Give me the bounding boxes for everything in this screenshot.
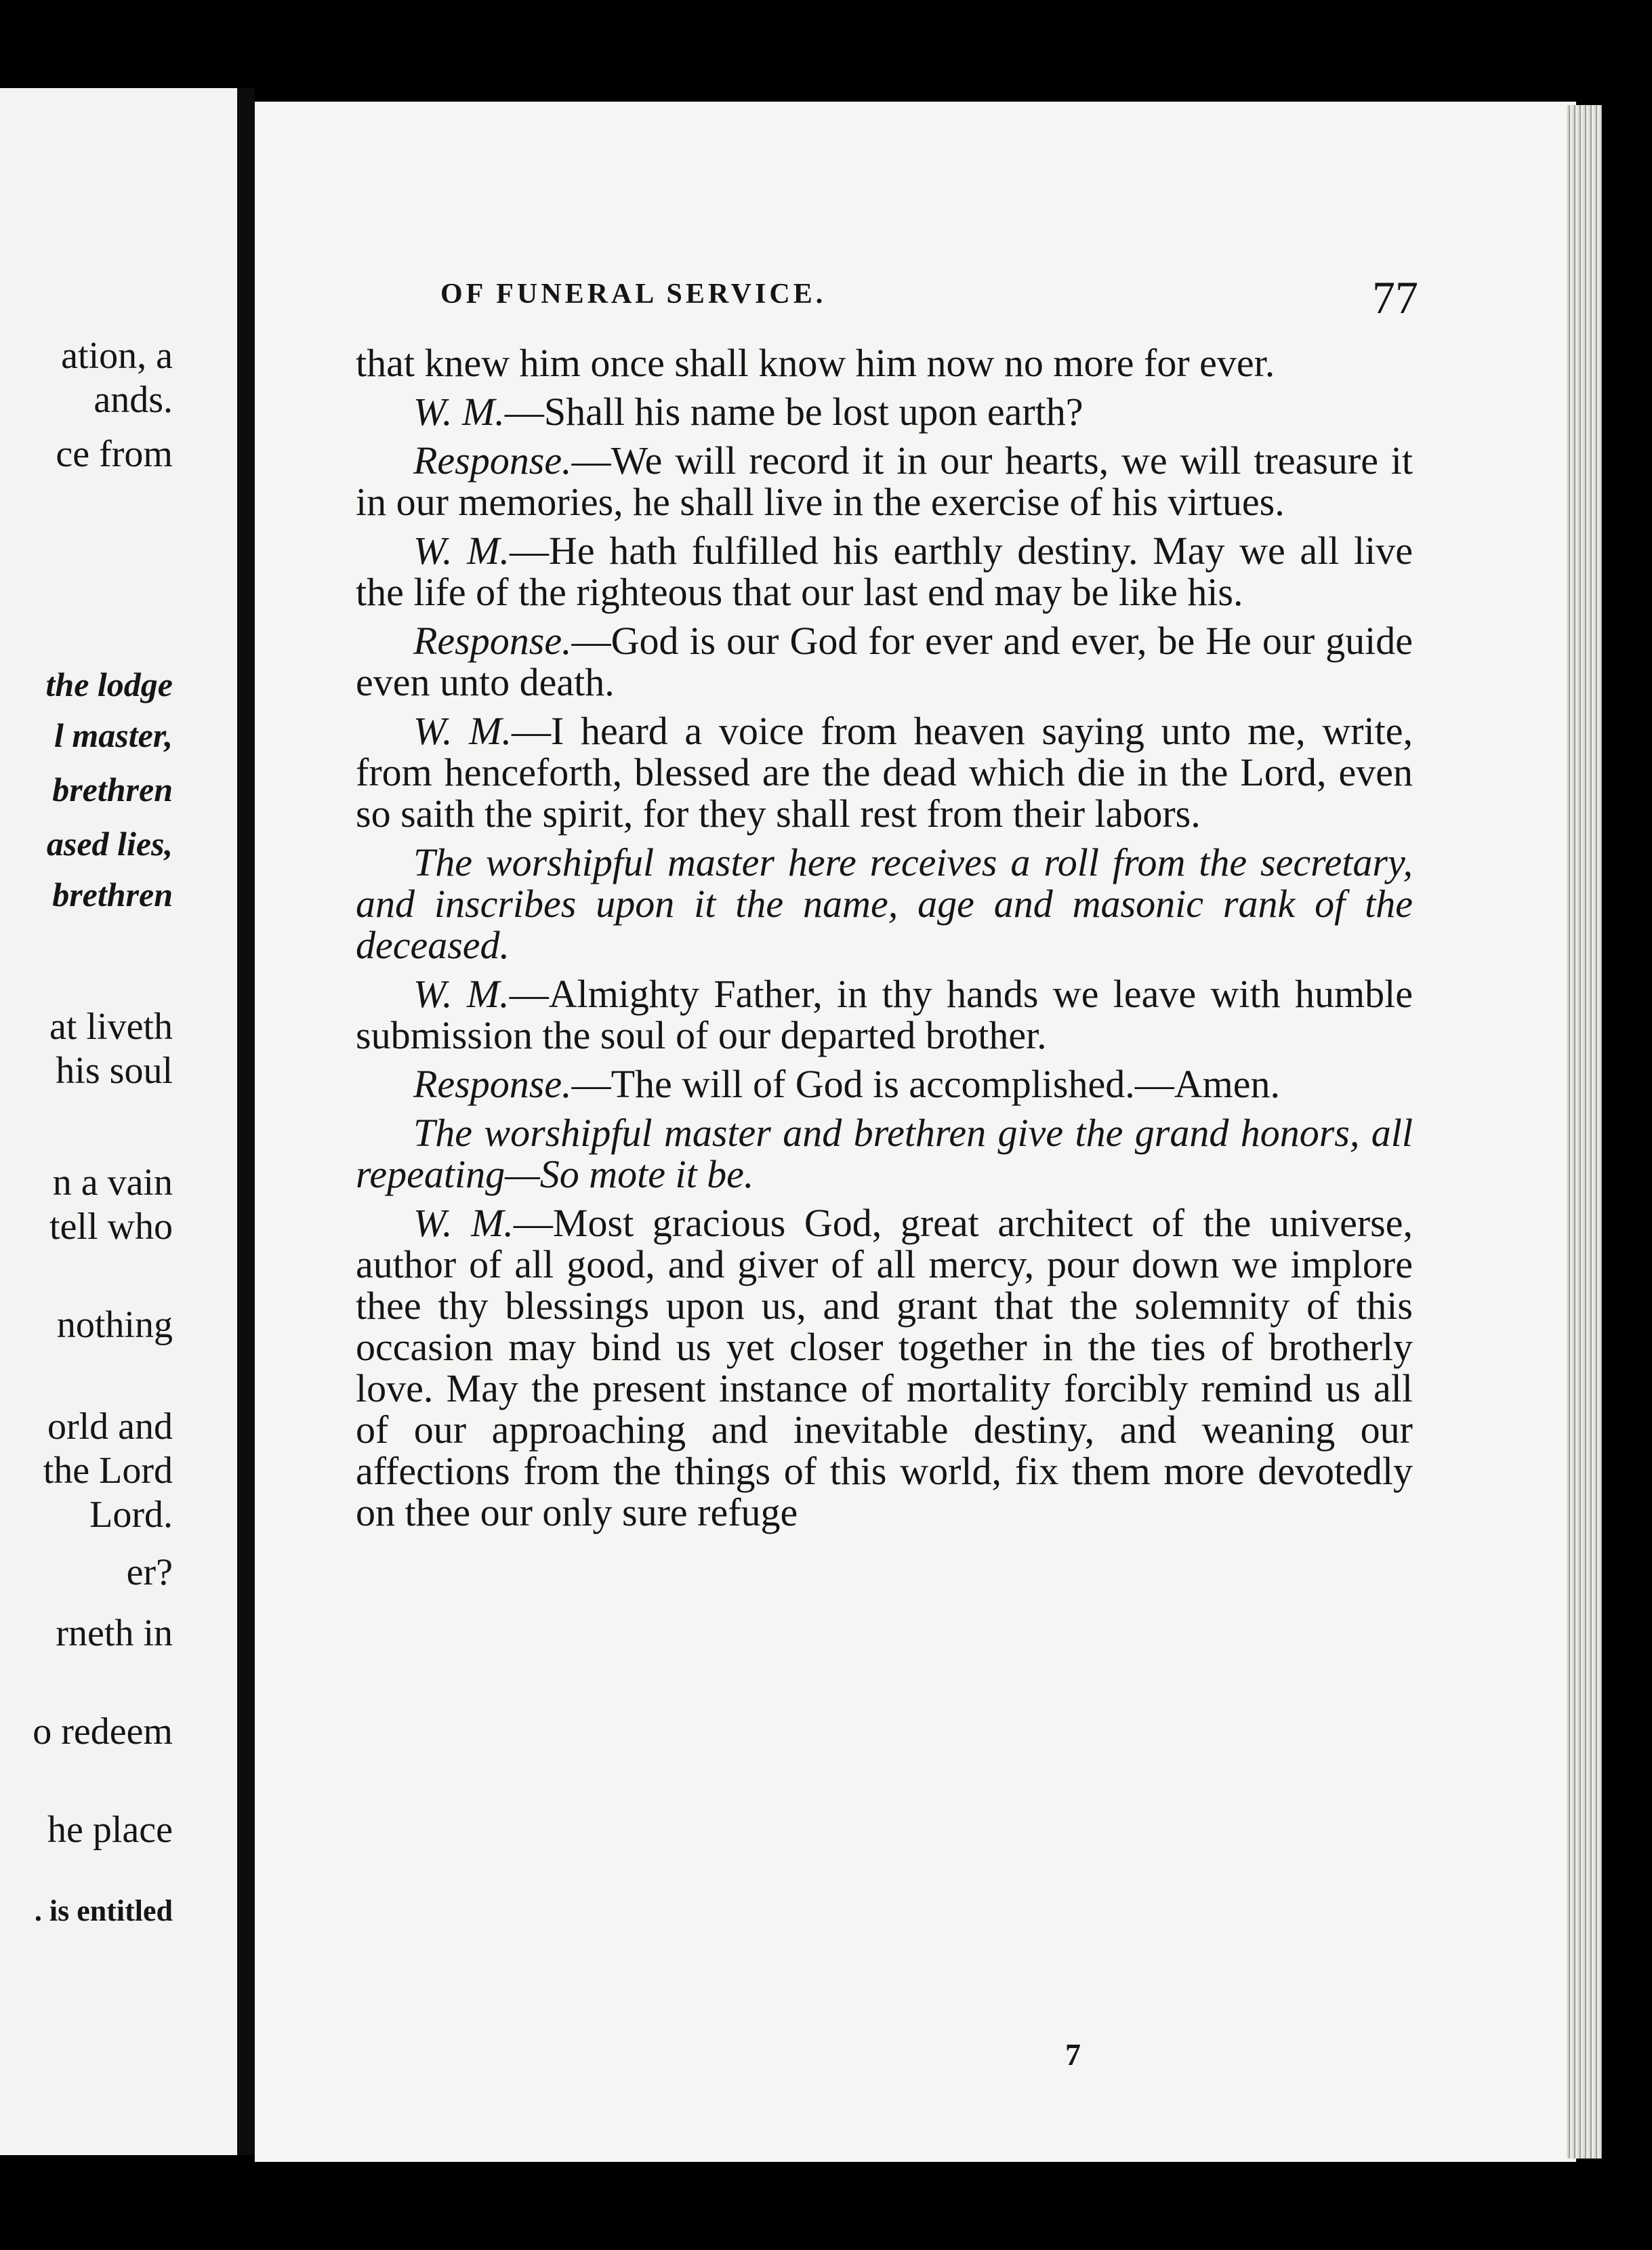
rubric-paragraph [356, 842, 1413, 966]
left-page-line: ased lies, [46, 825, 173, 863]
paragraph-text: —He hath fulfilled his earthly destiny. May we all live the life of the righteous that our last end may be like his. [356, 529, 1413, 614]
left-page-line: ce from [56, 433, 173, 475]
body-text [356, 342, 1413, 1540]
paragraph-text: The worshipful master and brethren give the grand honors, all repeating—So mote it be. [356, 1111, 1413, 1196]
paragraph [356, 1063, 1413, 1105]
paragraph-text: —We will record it in our hearts, we will treasure it in our memories, he shall live in the exercise of his virtues. [356, 438, 1413, 524]
left-page-fragment [0, 88, 237, 2155]
paragraph-text: —God is our God for ever and ever, be He our guide even unto death. [356, 619, 1413, 704]
left-page-line: the lodge [45, 666, 173, 703]
paragraph-text: —Almighty Father, in thy hands we leave with humble submission the soul of our departed brother. [356, 972, 1413, 1057]
left-page-line: his soul [56, 1050, 173, 1092]
left-page-line: brethren [52, 876, 173, 914]
paragraph [356, 342, 1413, 384]
speaker-label: W. M. [413, 390, 505, 434]
paragraph-text: —The will of God is accomplished.—Amen. [571, 1062, 1280, 1106]
speaker-label: W. M. [413, 529, 510, 573]
page-edge [1567, 105, 1602, 2159]
paragraph-text: —I heard a voice from heaven saying unto me, write, from henceforth, blessed are the dead which die in the Lord, even so saith the spirit, for they shall rest from their labors. [356, 709, 1413, 836]
left-page-line: rneth in [56, 1612, 173, 1654]
paragraph [356, 710, 1413, 834]
paragraph [356, 973, 1413, 1056]
paragraph [356, 620, 1413, 703]
left-page-line: n a vain [52, 1162, 173, 1204]
rubric-paragraph [356, 1112, 1413, 1195]
left-page-line: at liveth [49, 1006, 173, 1048]
left-page-line: er? [126, 1551, 173, 1593]
left-page-line: . is entitled [34, 1894, 173, 1927]
paragraph-text: —Shall his name be lost upon earth? [504, 390, 1083, 434]
left-page-line: Lord. [89, 1494, 173, 1536]
paragraph-text: —Most gracious God, great architect of the universe, author of all good, and giver of all mercy, pour down we implore thee thy blessings upon us, and grant that the solemnity of this occasion may bind us yet closer together in the ties of brotherly love. May the present instance of mortality forcibly remind us all of our approaching and inevitable destiny, and weaning our affections from the things of this world, fix them more devotedly on thee our only sure refuge [356, 1201, 1413, 1534]
left-page-line: ands. [94, 379, 173, 421]
page-number: 77 [1372, 272, 1418, 323]
speaker-label: Response. [413, 438, 572, 483]
speaker-label: W. M. [413, 709, 512, 753]
left-page-line: brethren [52, 771, 173, 809]
paragraph [356, 1202, 1413, 1533]
paragraph [356, 391, 1413, 432]
running-head: OF FUNERAL SERVICE. [440, 279, 827, 310]
left-page-line: orld and [47, 1406, 173, 1448]
paragraph-text: that knew him once shall know him now no more for ever. [356, 341, 1275, 385]
left-page-line: o redeem [33, 1711, 173, 1753]
speaker-label: Response. [413, 619, 572, 663]
left-page-line: the Lord [43, 1450, 173, 1492]
book-gutter [237, 88, 255, 2155]
left-page-line: he place [47, 1809, 173, 1851]
paragraph-text: The worshipful master here receives a roll from the secretary, and inscribes upon it the name, age and masonic rank of the deceased. [356, 840, 1413, 967]
left-page-line: tell who [49, 1206, 173, 1248]
left-page-line: nothing [56, 1304, 173, 1346]
paragraph [356, 440, 1413, 523]
speaker-label: W. M. [413, 1201, 514, 1245]
left-page-line: l master, [54, 716, 173, 754]
paragraph [356, 530, 1413, 613]
speaker-label: W. M. [413, 972, 510, 1016]
signature-mark: 7 [1065, 2037, 1081, 2072]
left-page-line: ation, a [61, 335, 173, 377]
speaker-label: Response. [413, 1062, 572, 1106]
